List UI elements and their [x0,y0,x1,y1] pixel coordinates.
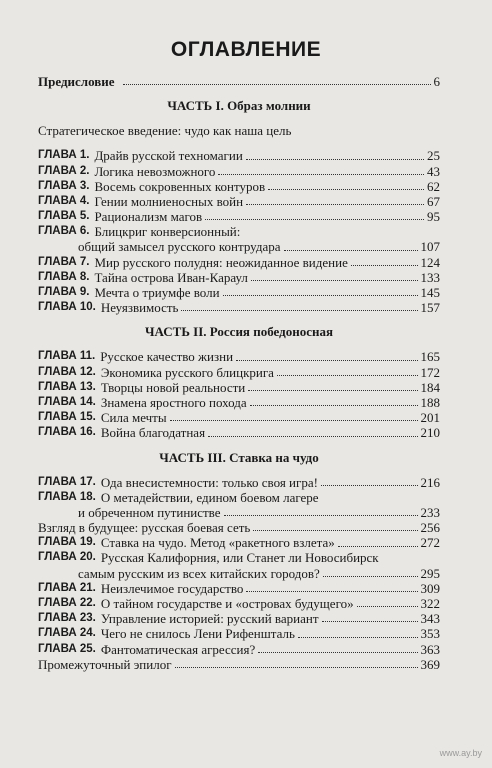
dot-leader [250,405,418,406]
dot-leader [208,436,417,437]
dot-leader [205,219,424,220]
table-of-contents [38,74,440,672]
page-number: 67 [427,193,440,209]
chapter-label: ГЛАВА 3. [38,179,90,192]
toc-entry [38,270,440,285]
page-number: 256 [420,520,440,536]
chapter-label: ГЛАВА 8. [38,270,90,283]
chapter-label: ГЛАВА 11. [38,350,96,363]
chapter-title: Мир русского полудня: неожиданное видение [94,254,348,270]
chapter-label: ГЛАВА 5. [38,210,90,223]
chapter-title-continued: самым русским из всех китайских городов? [78,565,320,581]
toc-entry [38,642,440,657]
toc-entry [38,148,440,163]
chapter-label: ГЛАВА 23. [38,612,96,625]
page-number: 172 [420,364,440,380]
chapter-title: Чего не снилось Лени Рифеншталь [100,626,295,642]
toc-entry [38,255,440,270]
chapter-label: ГЛАВА 22. [38,597,96,610]
page-number: 25 [427,148,440,164]
dot-leader [123,84,431,85]
dot-leader [277,375,418,376]
page-number: 233 [420,504,440,520]
chapter-label: ГЛАВА 19. [38,536,96,549]
page-number: 62 [427,178,440,194]
chapter-label: ГЛАВА 12. [38,365,96,378]
toc-entry [38,490,440,505]
page-number: 210 [420,425,440,441]
page-number: 216 [420,474,440,490]
dot-leader [351,265,418,266]
page-number: 353 [420,626,440,642]
chapter-title: Тайна острова Иван-Караул [94,269,248,285]
chapter-title-continued: общий замысел русского контрудара [78,239,281,255]
page-number: 43 [427,163,440,179]
dot-leader [338,546,418,547]
chapter-label: ГЛАВА 1. [38,149,90,162]
chapter-label: ГЛАВА 20. [38,551,96,564]
chapter-title: Драйв русской техномагии [94,148,243,164]
chapter-label: ГЛАВА 4. [38,194,90,207]
chapter-label: ГЛАВА 6. [38,225,90,238]
chapter-label: ГЛАВА 24. [38,627,96,640]
page-number: 133 [420,269,440,285]
chapter-title: Русская Калифорния, или Станет ли Новосибирск [100,550,379,566]
toc-entry [38,209,440,224]
toc-entry [38,425,440,440]
chapter-title: Гении молниеносных войн [94,193,244,209]
page-number: 157 [420,300,440,316]
toc-entry [38,285,440,300]
toc-entry-continuation [38,505,440,520]
preface-label: Предисловие [38,73,115,89]
chapter-title-continued: и обреченном путинистве [78,504,221,520]
page-title: ОГЛАВЛЕНИЕ [170,38,322,61]
dot-leader [322,621,418,622]
chapter-title: Промежуточный эпилог [38,656,172,672]
toc-entry [38,380,440,395]
dot-leader [357,606,418,607]
toc-entry [38,657,440,672]
watermark: www.ay.by [439,748,482,758]
toc-entry-continuation [38,240,440,255]
toc-entry [38,179,440,194]
chapter-title: Восемь сокровенных контуров [94,178,266,194]
toc-entry [38,475,440,490]
chapter-title: Мечта о триумфе воли [94,285,220,301]
toc-entry [38,395,440,410]
chapter-title: Экономика русского блицкрига [100,364,274,380]
chapter-title: Неуязвимость [100,300,179,316]
toc-entry [38,164,440,179]
toc-entry [38,611,440,626]
dot-leader [284,250,418,251]
page-number: 369 [420,656,440,672]
page-number: 184 [420,379,440,395]
toc-entry-continuation [38,566,440,581]
dot-leader [298,637,418,638]
toc-entry [38,365,440,380]
toc-entry [38,410,440,425]
chapter-label: ГЛАВА 18. [38,490,96,503]
toc-entry [38,596,440,611]
chapter-label: ГЛАВА 10. [38,301,96,314]
page-number: 343 [420,611,440,627]
chapter-label: ГЛАВА 16. [38,426,96,439]
dot-leader [224,515,418,516]
dot-leader [253,530,417,531]
chapter-title: Фантоматическая агрессия? [100,641,256,657]
page-number: 107 [420,239,440,255]
page-number: 309 [420,580,440,596]
page-number: 165 [420,349,440,365]
part-heading: ЧАСТЬ I. Образ молнии [167,98,311,114]
dot-leader [218,174,424,175]
part-intro: Стратегическое введение: чудо как наша цель [38,123,292,139]
dot-leader [268,189,424,190]
chapter-title: Логика невозможного [94,163,216,179]
page-number: 188 [420,394,440,410]
toc-entry [38,551,440,566]
chapter-title: Блицкриг конверсионный: [94,224,241,240]
dot-leader [175,667,418,668]
dot-leader [258,652,417,653]
part-heading: ЧАСТЬ II. Россия победоносная [144,324,333,340]
toc-entry [38,626,440,641]
page-number: 145 [420,285,440,301]
dot-leader [246,204,424,205]
toc-entry [38,520,440,535]
page-number: 322 [420,596,440,612]
chapter-title: Ода внесистемности: только своя игра! [100,474,318,490]
chapter-label: ГЛАВА 25. [38,642,96,655]
page-number: 272 [420,535,440,551]
chapter-label: ГЛАВА 21. [38,581,96,594]
page-number: 124 [420,254,440,270]
toc-entry [38,535,440,550]
dot-leader [323,576,418,577]
chapter-title: Война благодатная [100,425,206,441]
chapter-label: ГЛАВА 15. [38,411,96,424]
dot-leader [223,295,418,296]
chapter-title: Русское качество жизни [100,349,234,365]
chapter-title: Знамена яростного похода [100,394,247,410]
dot-leader [246,591,417,592]
chapter-label: ГЛАВА 2. [38,164,90,177]
chapter-label: ГЛАВА 17. [38,475,96,488]
page-number: 95 [427,209,440,225]
page-number: 363 [420,641,440,657]
dot-leader [251,280,418,281]
chapter-label: ГЛАВА 7. [38,255,90,268]
page-number: 201 [420,410,440,426]
chapter-label: ГЛАВА 9. [38,286,90,299]
page-number: 295 [420,565,440,581]
chapter-title: Взгляд в будущее: русская боевая сеть [38,520,251,536]
dot-leader [321,485,418,486]
chapter-title: Рационализм магов [94,209,203,225]
page-number: 6 [433,73,440,89]
chapter-title: Неизлечимое государство [100,580,244,596]
chapter-title: Сила мечты [100,410,167,426]
toc-entry [38,581,440,596]
chapter-title: О тайном государстве и «островах будущего» [100,596,354,612]
toc-entry [38,349,440,364]
dot-leader [181,310,417,311]
dot-leader [236,360,417,361]
toc-entry [38,224,440,239]
part-heading: ЧАСТЬ III. Ставка на чудо [159,449,319,465]
toc-entry [38,300,440,315]
chapter-title: Ставка на чудо. Метод «ракетного взлета» [100,535,335,551]
toc-entry [38,194,440,209]
dot-leader [248,390,417,391]
chapter-label: ГЛАВА 14. [38,395,96,408]
chapter-label: ГЛАВА 13. [38,380,96,393]
chapter-title: Творцы новой реальности [100,379,246,395]
chapter-title: Управление историей: русский вариант [100,611,319,627]
dot-leader [246,159,424,160]
chapter-title: О метадействии, едином боевом лагере [100,489,319,505]
dot-leader [170,420,418,421]
toc-entry-preface [38,74,440,89]
